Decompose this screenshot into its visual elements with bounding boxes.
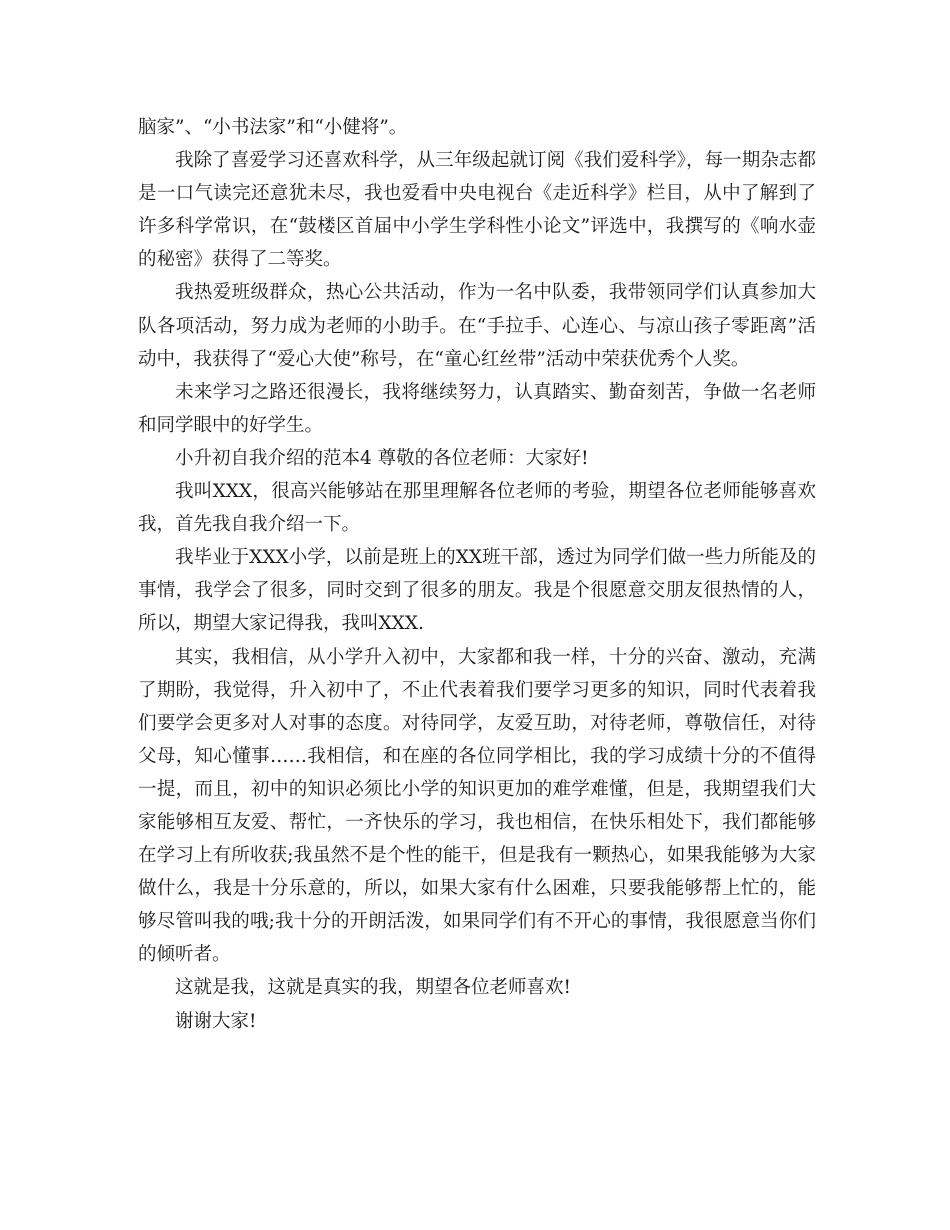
paragraph-6: 我叫XXX，很高兴能够站在那里理解各位老师的考验，期望各位老师能够喜欢我，首先我自我介绍一下。 xyxy=(138,481,816,536)
paragraph-7: 我毕业于XXX小学，以前是班上的XX班干部，透过为同学们做一些力所能及的事情，我学会了很多，同时交到了很多的朋友。我是个很愿意交朋友很热情的人，所以，期望大家记得我，我叫XXX. xyxy=(138,547,816,635)
paragraph-10: 谢谢大家! xyxy=(175,1010,257,1032)
paragraph-3: 我热爱班级群众，热心公共活动，作为一名中队委，我带领同学们认真参加大队各项活动，努力成为老师的小助手。在“手拉手、心连心、与凉山孩子零距离”活动中，我获得了“爱心大使”称号，在“童心红丝带”活动中荣获优秀个人奖。 xyxy=(138,282,816,370)
paragraph-4: 未来学习之路还很漫长，我将继续努力，认真踏实、勤奋刻苦，争做一名老师和同学眼中的好学生。 xyxy=(138,381,816,436)
paragraph-9: 这就是我，这就是真实的我，期望各位老师喜欢! xyxy=(175,977,571,999)
paragraph-2: 我除了喜爱学习还喜欢科学，从三年级起就订阅《我们爱科学》，每一期杂志都是一口气读完还意犹未尽，我也爱看中央电视台《走近科学》栏目，从中了解到了许多科学常识，在“鼓楼区首届中小学生学科性小论文”评选中，我撰写的《响水壶的秘密》获得了二等奖。 xyxy=(138,150,816,271)
paragraph-5-heading: 小升初自我介绍的范本4 尊敬的各位老师：大家好! xyxy=(175,447,589,469)
paragraph-1: 脑家”、“小书法家”和“小健将”。 xyxy=(138,117,408,138)
paragraph-8: 其实，我相信，从小学升入初中，大家都和我一样，十分的兴奋、激动，充满了期盼，我觉得，升入初中了，不止代表着我们要学习更多的知识，同时代表着我们要学会更多对人对事的态度。对待同学，友爱互助，对待老师，尊敬信任，对待父母，知心懂事……我相信，和在座的各位同学相比，我的学习成绩十分的不值得一提，而且，初中的知识必须比小学的知识更加的难学难懂，但是，我期望我们大家能够相互友爱、帮忙，一齐快乐的学习，我也相信，在快乐相处下，我们都能够在学习上有所收获;我虽然不是个性的能干，但是我有一颗热心，如果我能够为大家做什么，我是十分乐意的，所以，如果大家有什么困难，只要我能够帮上忙的，能够尽管叫我的哦;我十分的开朗活泼，如果同学们有不开心的事情，我很愿意当你们的倾听者。 xyxy=(138,646,816,966)
document-body xyxy=(138,111,816,1038)
